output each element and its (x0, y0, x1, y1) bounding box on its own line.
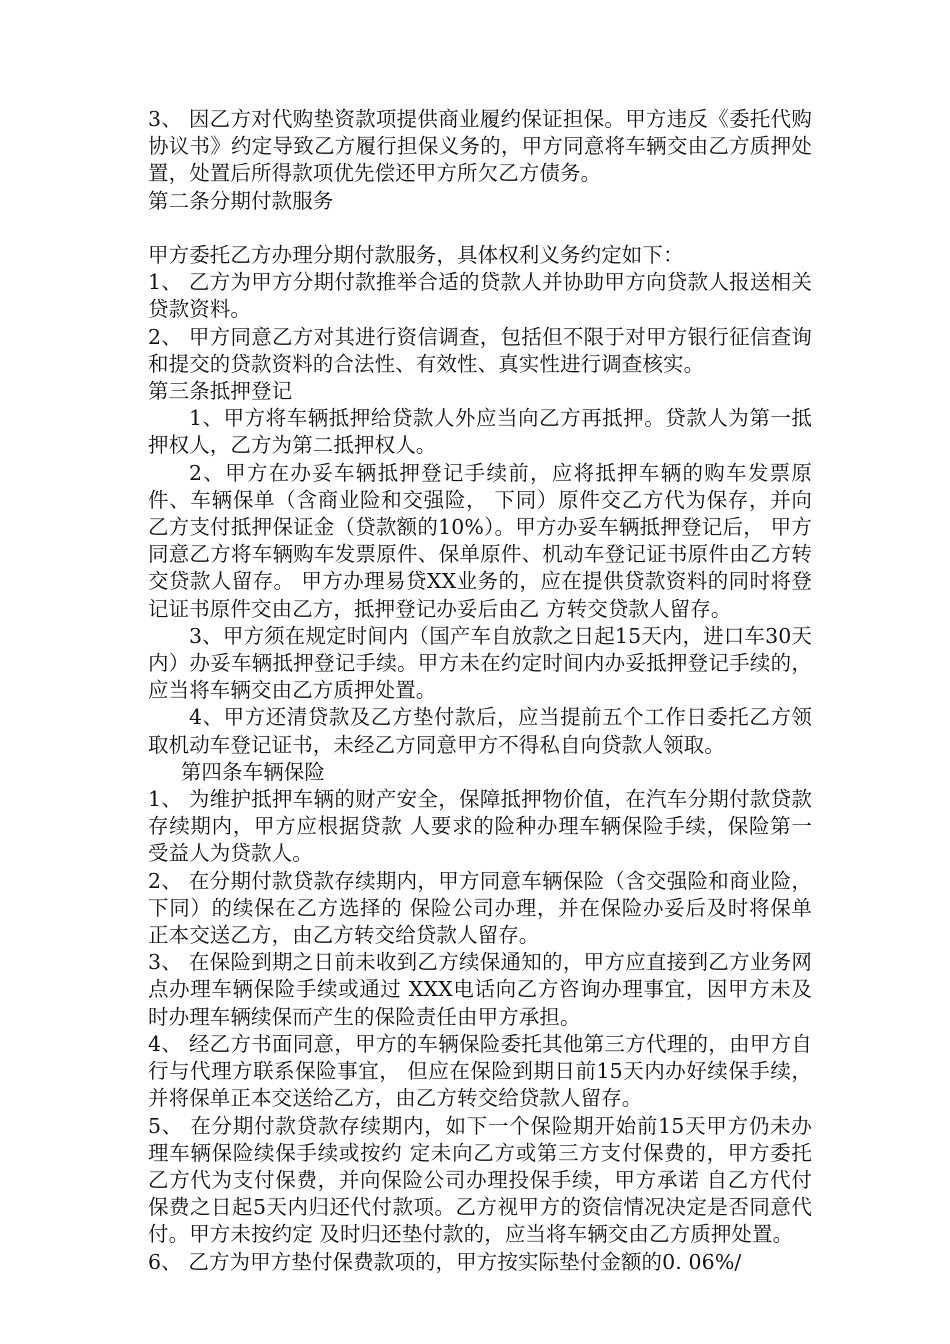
paragraph: 2、 在分期付款贷款存续期内，甲方同意车辆保险（含交强险和商业险，下同）的续保在乙方选择的 保险公司办理，并在保险办妥后及时将保单正本交送乙方，由乙方转交给贷款人留存。 (148, 868, 812, 948)
paragraph: 6、 乙方为甲方垫付保费款项的，甲方按实际垫付金额的0. 06%/ (148, 1249, 742, 1274)
paragraph: 4、 经乙方书面同意，甲方的车辆保险委托其他第三方代理的，由甲方自行与代理方联系保险事宜， 但应在保险到期日前15天内办好续保手续，并将保单正本交送给乙方，由乙方转交给贷款人留存。 (148, 1031, 812, 1111)
paragraph: 1、 为维护抵押车辆的财产安全，保障抵押物价值，在汽车分期付款贷款存续期内，甲方应根据贷款 人要求的险种办理车辆保险手续，保险第一受益人为贷款人。 (148, 787, 812, 866)
paragraph: 1、 乙方为甲方分期付款推举合适的贷款人并协助甲方向贷款人报送相关贷款资料。 (148, 270, 812, 322)
paragraph: 5、 在分期付款贷款存续期内，如下一个保险期开始前15天甲方仍未办理车辆保险续保手续或按约 定未向乙方或第三方支付保费的，甲方委托乙方代为支付保费，并向保险公司办理投保手续，甲方承诺 自乙方代付保费之日起5天内归还代付款项。乙方视甲方的资信情况决定是否同意代付。甲方未按约定 及时归还垫付款的，应当将车辆交由乙方质押处置。 (148, 1113, 812, 1247)
paragraph: 甲方委托乙方办理分期付款服务，具体权利义务约定如下： (148, 243, 684, 267)
section-heading: 第三条抵押登记 (148, 379, 293, 404)
section-heading: 第二条分期付款服务 (148, 188, 334, 213)
blank-line (148, 215, 812, 242)
paragraph: 3、 在保险到期之日前未收到乙方续保通知的，甲方应直接到乙方业务网点办理车辆保险手续或通过 XXX电话向乙方咨询办理事宜，因甲方未及时办理车辆续保而产生的保险责任由甲方承担。 (148, 950, 812, 1029)
paragraph: 3、 因乙方对代购垫资款项提供商业履约保证担保。甲方违反《委托代购协议书》约定导致乙方履行担保义务的，甲方同意将车辆交由乙方质押处置，处置后所得款项优先偿还甲方所欠乙方债务。 (148, 107, 812, 186)
paragraph: 3、甲方须在规定时间内（国产车自放款之日起15天内，进口车30天内）办妥车辆抵押登记手续。甲方未在约定时间内办妥抵押登记手续的，应当将车辆交由乙方质押处置。 (148, 623, 812, 703)
document-page (148, 106, 812, 1276)
paragraph: 2、甲方在办妥车辆抵押登记手续前，应将抵押车辆的购车发票原件、车辆保单（含商业险和交强险， 下同）原件交乙方代为保存，并向乙方支付抵押保证金（贷款额的10%）。甲方办妥车辆抵押登记后， 甲方同意乙方将车辆购车发票原件、保单原件、机动车登记证书原件由乙方转交贷款人留存。 甲方办理易贷XX业务的，应在提供贷款资料的同时将登记证书原件交由乙方，抵押登记办妥后由乙 方转交贷款人留存。 (148, 460, 812, 621)
paragraph: 2、 甲方同意乙方对其进行资信调查，包括但不限于对甲方银行征信查询和提交的贷款资料的合法性、有效性、真实性进行调查核实。 (148, 324, 812, 376)
section-heading: 第四条车辆保险 (180, 759, 325, 784)
paragraph: 4、甲方还清贷款及乙方垫付款后，应当提前五个工作日委托乙方领取机动车登记证书，未经乙方同意甲方不得私自向贷款人领取。 (148, 705, 812, 757)
paragraph: 1、甲方将车辆抵押给贷款人外应当向乙方再抵押。贷款人为第一抵押权人，乙方为第二抵押权人。 (148, 406, 812, 458)
